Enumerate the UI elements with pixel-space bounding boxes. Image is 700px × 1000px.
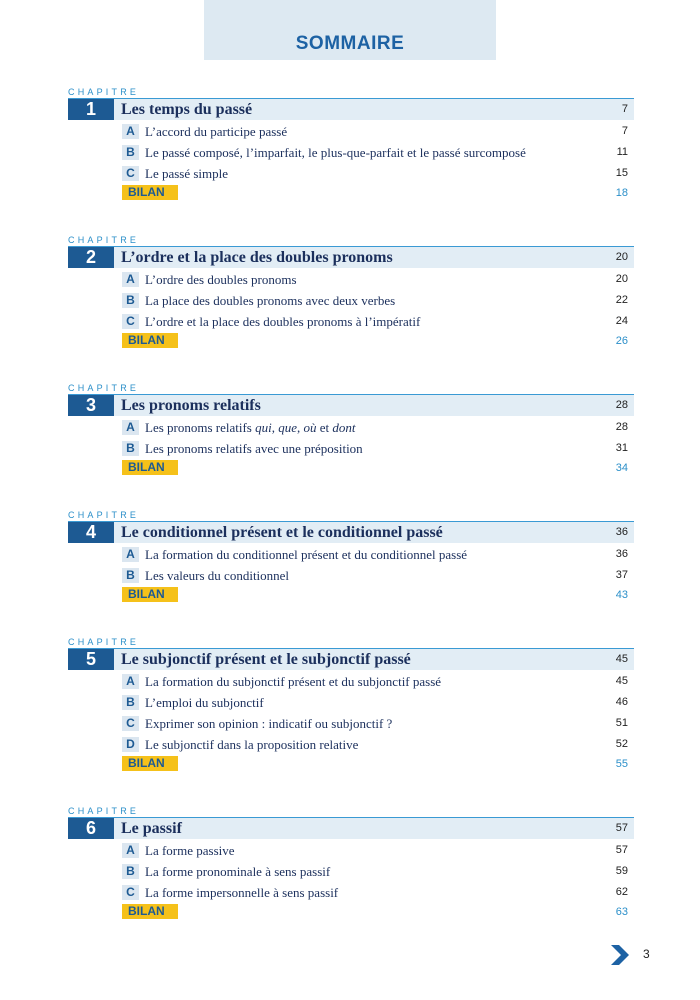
section-title: Le passé composé, l’imparfait, le plus-que-parfait et le passé surcomposé xyxy=(145,145,526,160)
section-title: La forme pronominale à sens passif xyxy=(145,864,331,879)
section-letter: B xyxy=(122,695,139,710)
section-title: Les pronoms relatifs avec une préposition xyxy=(145,441,363,456)
chapter-title: Les pronoms relatifs xyxy=(121,397,261,414)
section-page-number: 36 xyxy=(615,548,628,560)
bilan-item[interactable] xyxy=(122,585,634,605)
section-item[interactable] xyxy=(122,881,634,902)
chapter-page-number: 28 xyxy=(615,399,628,411)
section-letter: C xyxy=(122,716,139,731)
section-title: Exprimer son opinion : indicatif ou subjonctif ? xyxy=(145,716,393,731)
section-item[interactable] xyxy=(122,310,634,331)
bilan-page-number: 34 xyxy=(615,462,628,474)
chapter-3 xyxy=(68,383,634,478)
bilan-item[interactable] xyxy=(122,183,634,203)
bilan-page-number: 18 xyxy=(615,187,628,199)
section-item[interactable] xyxy=(122,564,634,585)
chapter-heading[interactable] xyxy=(68,394,634,416)
section-page-number: 57 xyxy=(615,844,628,856)
section-item[interactable] xyxy=(122,416,634,437)
chapter-label: CHAPITRE xyxy=(68,383,140,393)
section-title: La forme impersonnelle à sens passif xyxy=(145,885,339,900)
chapter-label: CHAPITRE xyxy=(68,510,140,520)
section-title: La formation du subjonctif présent et du subjonctif passé xyxy=(145,674,442,689)
section-letter: B xyxy=(122,864,139,879)
section-title: Le subjonctif dans la proposition relative xyxy=(145,737,359,752)
section-item[interactable] xyxy=(122,268,634,289)
chapter-5 xyxy=(68,637,634,774)
chapter-page-number: 45 xyxy=(615,653,628,665)
section-page-number: 20 xyxy=(615,273,628,285)
bilan-item[interactable] xyxy=(122,458,634,478)
section-title: Le passé simple xyxy=(145,166,229,181)
section-item[interactable] xyxy=(122,691,634,712)
chapter-page-number: 57 xyxy=(615,822,628,834)
section-item[interactable] xyxy=(122,162,634,183)
chapter-heading[interactable] xyxy=(68,246,634,268)
section-page-number: 46 xyxy=(615,696,628,708)
section-letter: B xyxy=(122,145,139,160)
section-item[interactable] xyxy=(122,141,634,162)
bilan-item[interactable] xyxy=(122,902,634,922)
chapter-number: 2 xyxy=(68,247,114,268)
section-letter: A xyxy=(122,547,139,562)
bilan-page-number: 55 xyxy=(615,758,628,770)
chapter-label: CHAPITRE xyxy=(68,637,140,647)
chapter-page-number: 20 xyxy=(615,251,628,263)
section-letter: D xyxy=(122,737,139,752)
section-title: Les pronoms relatifs qui, que, où et dont xyxy=(145,420,356,435)
section-item[interactable] xyxy=(122,860,634,881)
chapter-1 xyxy=(68,87,634,203)
section-page-number: 52 xyxy=(615,738,628,750)
chapter-heading[interactable] xyxy=(68,521,634,543)
chapter-title: Le passif xyxy=(121,820,182,837)
section-item[interactable] xyxy=(122,120,634,141)
section-title: Les valeurs du conditionnel xyxy=(145,568,290,583)
chevron-right-icon xyxy=(609,944,631,966)
page-number: 3 xyxy=(643,947,650,961)
chapter-heading[interactable] xyxy=(68,648,634,670)
section-title: L’accord du participe passé xyxy=(145,124,288,139)
section-item[interactable] xyxy=(122,670,634,691)
bilan-label: BILAN xyxy=(122,185,178,200)
section-page-number: 22 xyxy=(615,294,628,306)
section-item[interactable] xyxy=(122,712,634,733)
chapter-number: 6 xyxy=(68,818,114,839)
section-page-number: 7 xyxy=(621,125,628,137)
section-title: La place des doubles pronoms avec deux verbes xyxy=(145,293,396,308)
section-item[interactable] xyxy=(122,437,634,458)
chapter-2 xyxy=(68,235,634,351)
section-letter: C xyxy=(122,885,139,900)
section-title: La forme passive xyxy=(145,843,235,858)
section-page-number: 59 xyxy=(615,865,628,877)
section-title: L’ordre des doubles pronoms xyxy=(145,272,297,287)
chapter-number: 3 xyxy=(68,395,114,416)
section-item[interactable] xyxy=(122,839,634,860)
bilan-page-number: 43 xyxy=(615,589,628,601)
chapter-number: 1 xyxy=(68,99,114,120)
section-item[interactable] xyxy=(122,733,634,754)
chapter-page-number: 36 xyxy=(615,526,628,538)
chapter-heading[interactable] xyxy=(68,817,634,839)
chapter-page-number: 7 xyxy=(621,103,628,115)
section-letter: A xyxy=(122,674,139,689)
chapter-title: L’ordre et la place des doubles pronoms xyxy=(121,249,393,266)
section-letter: A xyxy=(122,420,139,435)
bilan-item[interactable] xyxy=(122,754,634,774)
section-page-number: 31 xyxy=(615,442,628,454)
bilan-label: BILAN xyxy=(122,587,178,602)
bilan-item[interactable] xyxy=(122,331,634,351)
chapter-label: CHAPITRE xyxy=(68,235,140,245)
section-item[interactable] xyxy=(122,289,634,310)
section-letter: C xyxy=(122,314,139,329)
chapter-label: CHAPITRE xyxy=(68,806,140,816)
section-page-number: 51 xyxy=(615,717,628,729)
section-page-number: 28 xyxy=(615,421,628,433)
section-letter: B xyxy=(122,568,139,583)
chapter-label: CHAPITRE xyxy=(68,87,140,97)
section-title: La formation du conditionnel présent et du conditionnel passé xyxy=(145,547,468,562)
bilan-label: BILAN xyxy=(122,460,178,475)
section-page-number: 24 xyxy=(615,315,628,327)
bilan-label: BILAN xyxy=(122,904,178,919)
chapter-title: Les temps du passé xyxy=(121,101,253,118)
section-page-number: 11 xyxy=(616,146,628,158)
section-letter: B xyxy=(122,293,139,308)
chapter-number: 4 xyxy=(68,522,114,543)
chapter-title: Le conditionnel présent et le conditionnel passé xyxy=(121,524,443,541)
section-title: L’ordre et la place des doubles pronoms à l’impératif xyxy=(145,314,421,329)
page-title: SOMMAIRE xyxy=(295,33,405,54)
section-letter: B xyxy=(122,441,139,456)
chapter-6 xyxy=(68,806,634,922)
section-page-number: 37 xyxy=(615,569,628,581)
chapter-4 xyxy=(68,510,634,605)
bilan-page-number: 26 xyxy=(615,335,628,347)
section-letter: A xyxy=(122,124,139,139)
section-item[interactable] xyxy=(122,543,634,564)
section-page-number: 62 xyxy=(615,886,628,898)
chapter-heading[interactable] xyxy=(68,98,634,120)
section-letter: A xyxy=(122,272,139,287)
section-page-number: 15 xyxy=(615,167,628,179)
section-page-number: 45 xyxy=(615,675,628,687)
section-title: L’emploi du subjonctif xyxy=(145,695,264,710)
chapter-title: Le subjonctif présent et le subjonctif passé xyxy=(121,651,411,668)
bilan-label: BILAN xyxy=(122,756,178,771)
section-letter: A xyxy=(122,843,139,858)
bilan-page-number: 63 xyxy=(615,906,628,918)
chapter-number: 5 xyxy=(68,649,114,670)
bilan-label: BILAN xyxy=(122,333,178,348)
section-letter: C xyxy=(122,166,139,181)
